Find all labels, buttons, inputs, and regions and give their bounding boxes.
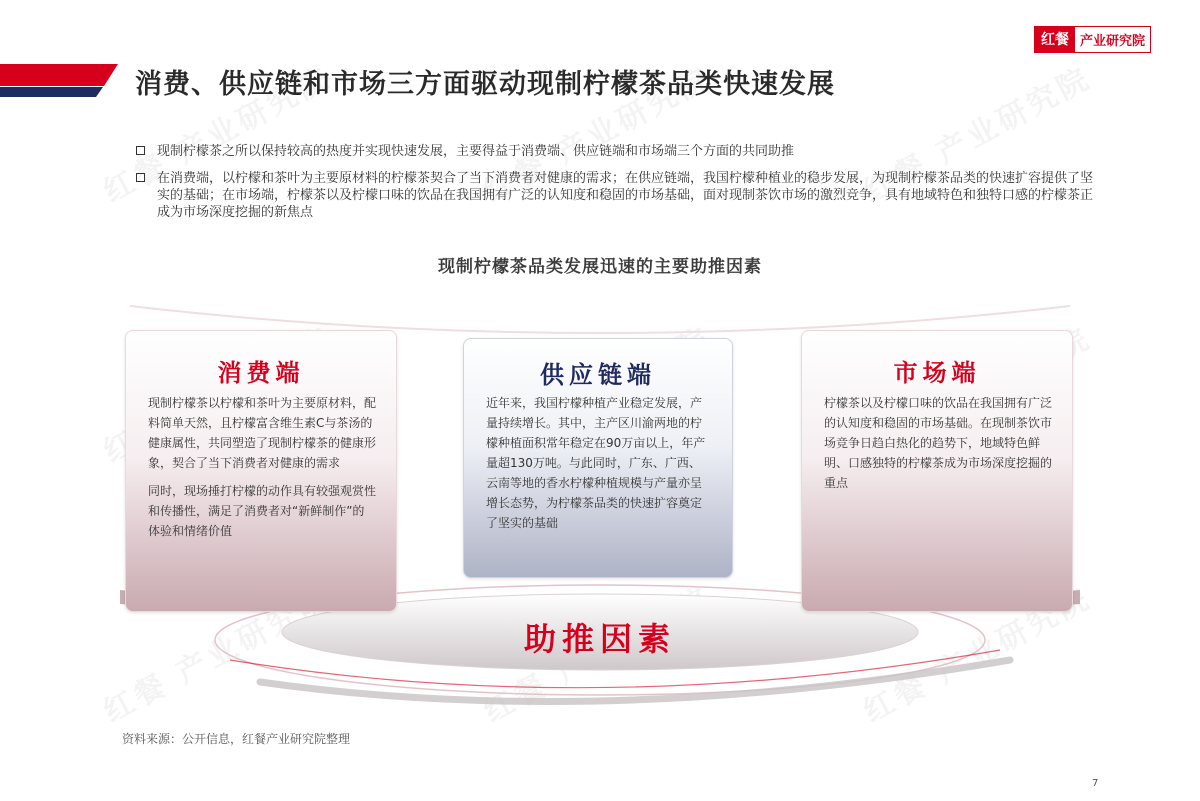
panel-body: [148, 393, 376, 549]
panel-paragraph: 同时，现场捶打柠檬的动作具有较强观赏性和传播性，满足了消费者对“新鲜制作”的体验和情绪价值: [148, 484, 377, 538]
panel-title: 消费端: [217, 359, 305, 387]
bullet-text: 现制柠檬茶之所以保持较高的热度并实现快速发展，主要得益于消费端、供应链端和市场端三个方面的共同助推: [157, 144, 795, 159]
panel-body: [486, 393, 712, 541]
logo-brand: 红餐: [1035, 27, 1075, 52]
page-number: 7: [1092, 778, 1099, 789]
panel-paragraph: 近年来，我国柠檬种植产业稳定发展，产量持续增长。其中，主产区川渝两地的柠檬种植面积常年稳定在90万亩以上，年产量超130万吨。与此同时，广东、广西、云南等地的香水柠檬种植规模与产量亦呈增长态势，为柠檬茶品类的快速扩容奠定了坚实的基础: [486, 396, 706, 530]
panel-supply-chain: [463, 338, 733, 578]
panel-title: 市场端: [893, 359, 981, 387]
center-label: 助推因素: [523, 620, 676, 658]
bullet-text: 在消费端，以柠檬和茶叶为主要原材料的柠檬茶契合了当下消费者对健康的需求；在供应链端，我国柠檬种植业的稳步发展，为现制柠檬茶品类的快速扩容提供了坚实的基础；在市场端，柠檬茶以及柠檬口味的饮品在我国拥有广泛的认知度和稳固的市场基础，面对现制茶饮市场的激烈竞争，具有地域特色和独特口感的柠檬茶正成为市场深度挖掘的新焦点: [157, 171, 1094, 220]
logo-sub: 产业研究院: [1075, 27, 1150, 52]
panel-paragraph: 柠檬茶以及柠檬口味的饮品在我国拥有广泛的认知度和稳固的市场基础。在现制茶饮市场竞争日趋白热化的趋势下，地域特色鲜明、口感独特的柠檬茶成为市场深度挖掘的重点: [824, 396, 1053, 490]
page-title: 消费、供应链和市场三方面驱动现制柠檬茶品类快速发展: [135, 69, 835, 100]
panel-paragraph: 现制柠檬茶以柠檬和茶叶为主要原材料，配料简单天然，且柠檬富含维生素C与茶汤的健康属性，共同塑造了现制柠檬茶的健康形象，契合了当下消费者对健康的需求: [148, 396, 377, 470]
panel-title: 供应链端: [540, 361, 656, 389]
panel-consumer: [125, 330, 397, 612]
diagram-title: 现制柠檬茶品类发展迅速的主要助推因素: [438, 257, 762, 277]
panel-market: [801, 330, 1073, 612]
source-note: 资料来源：公开信息，红餐产业研究院整理: [122, 732, 351, 746]
panel-body: [824, 393, 1052, 501]
